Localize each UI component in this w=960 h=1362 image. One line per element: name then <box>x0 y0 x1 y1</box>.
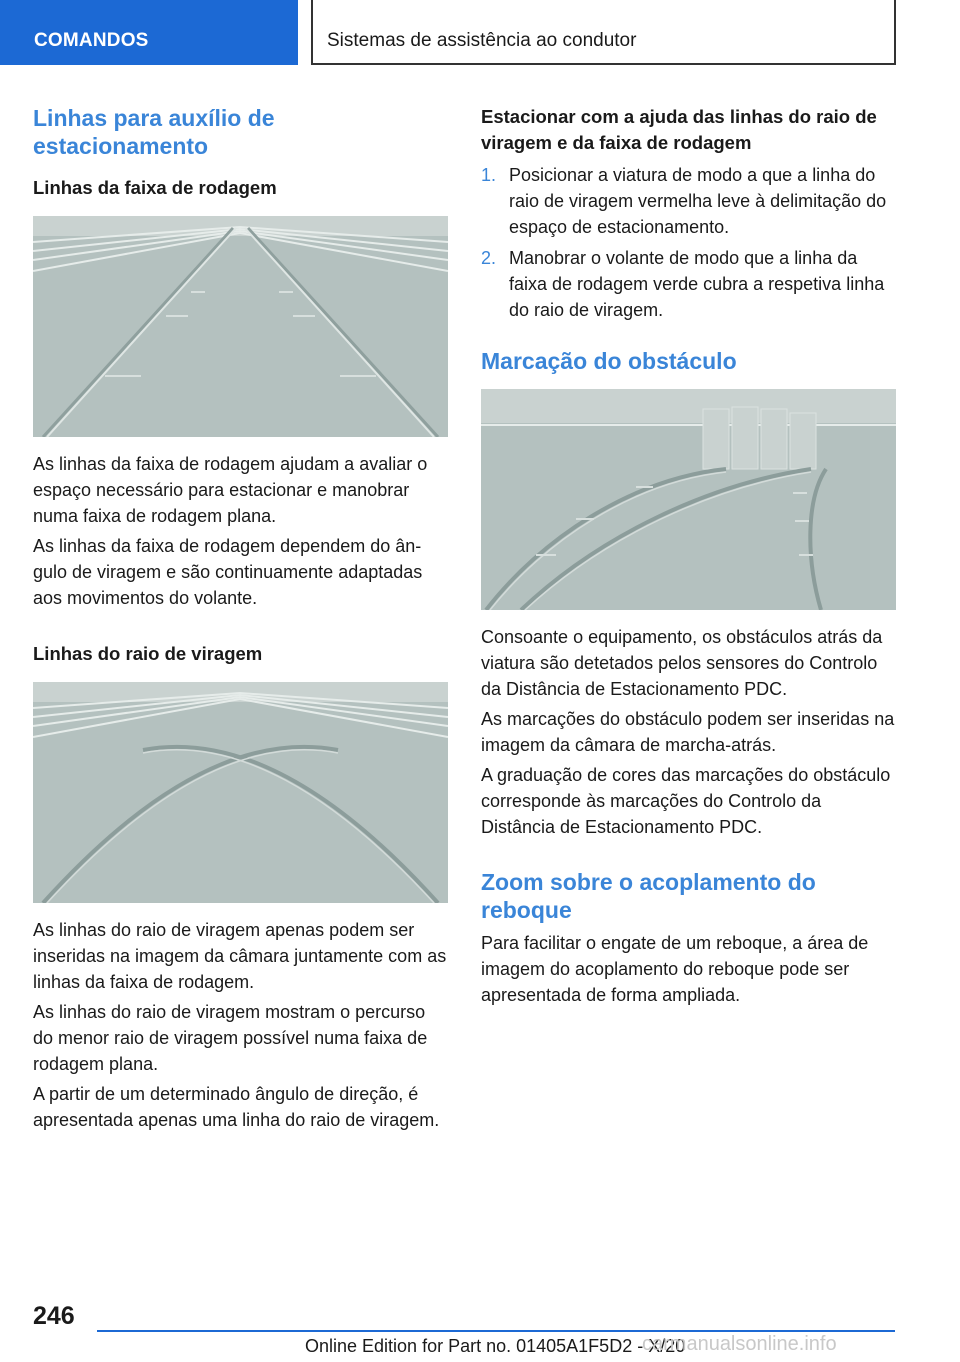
subheading-parking-with-lines: Estacionar com a ajuda das linhas do raio de viragem e da faixa de rodagem <box>481 106 877 153</box>
step-item <box>481 245 896 323</box>
step-number: 2. <box>481 248 497 268</box>
step-text: Manobrar o volante de modo que a linha da faixa de rodagem verde cubra a respetiva linha do raio de viragem. <box>509 248 885 320</box>
step-item <box>481 162 896 240</box>
step-text: Posicionar a viatura de modo a que a linha do raio de viragem vermelha leve à delimitação do espaço de estacionamento. <box>509 165 887 237</box>
section-tab-label: COMANDOS <box>34 30 149 51</box>
paragraph: As linhas da faixa de rodagem dependem do ângulo de viragem e são continuamente adaptadas aos movimentos do volante. <box>33 536 423 608</box>
paragraph: As linhas da faixa de rodagem ajudam a avaliar o espaço necessário para estacionar e manobrar numa faixa de rodagem plana. <box>33 454 428 526</box>
edition-note: Online Edition for Part no. 01405A1F5D2 - X/20 <box>305 1336 686 1356</box>
turning-radius-figure <box>33 682 448 903</box>
paragraph: Consoante o equipamento, os obstáculos atrás da viatura são detetados pelos sensores do Controlo da Distância de Estacionamento PDC. <box>481 627 883 699</box>
chapter-title: Sistemas de assistência ao condutor <box>327 30 637 51</box>
instruction-steps <box>481 162 896 323</box>
paragraph: As marcações do obstáculo podem ser inseridas na imagem da câmara de marcha-atrás. <box>481 709 895 755</box>
right-column <box>481 104 896 1008</box>
obstacle-marking-figure <box>481 389 896 610</box>
heading-trailer-coupling-zoom: Zoom sobre o acoplamento do reboque <box>481 869 816 923</box>
paragraph: As linhas do raio de viragem apenas podem ser inseridas na imagem da câmara juntamente com as linhas da faixa de rodagem. <box>33 920 447 992</box>
footer-divider <box>97 1330 895 1332</box>
page-number: 246 <box>33 1302 75 1330</box>
paragraph: As linhas do raio de viragem mostram o percurso do menor raio de viragem possível numa faixa de rodagem plana. <box>33 1002 428 1074</box>
heading-parking-lines: Linhas para auxílio de estacionamento <box>33 105 275 159</box>
paragraph: A partir de um determinado ângulo de direção, é apresentada apenas uma linha do raio de viragem. <box>33 1084 440 1130</box>
section-tab <box>0 0 298 65</box>
subheading-turning-radius-lines: Linhas do raio de viragem <box>33 643 263 664</box>
paragraph: A graduação de cores das marcações do obstáculo corresponde às marcações do Controlo da Distância de Estacionamento PDC. <box>481 765 891 837</box>
step-number: 1. <box>481 165 497 185</box>
heading-obstacle-marking: Marcação do obstáculo <box>481 348 737 374</box>
left-column <box>33 104 448 1133</box>
subheading-lane-lines: Linhas da faixa de rodagem <box>33 177 277 198</box>
watermark: carmanualsonline.info <box>642 1333 837 1355</box>
lane-lines-figure <box>33 216 448 437</box>
paragraph: Para facilitar o engate de um reboque, a área de imagem do acoplamento do reboque pode ser apresentada de forma ampliada. <box>481 933 869 1005</box>
